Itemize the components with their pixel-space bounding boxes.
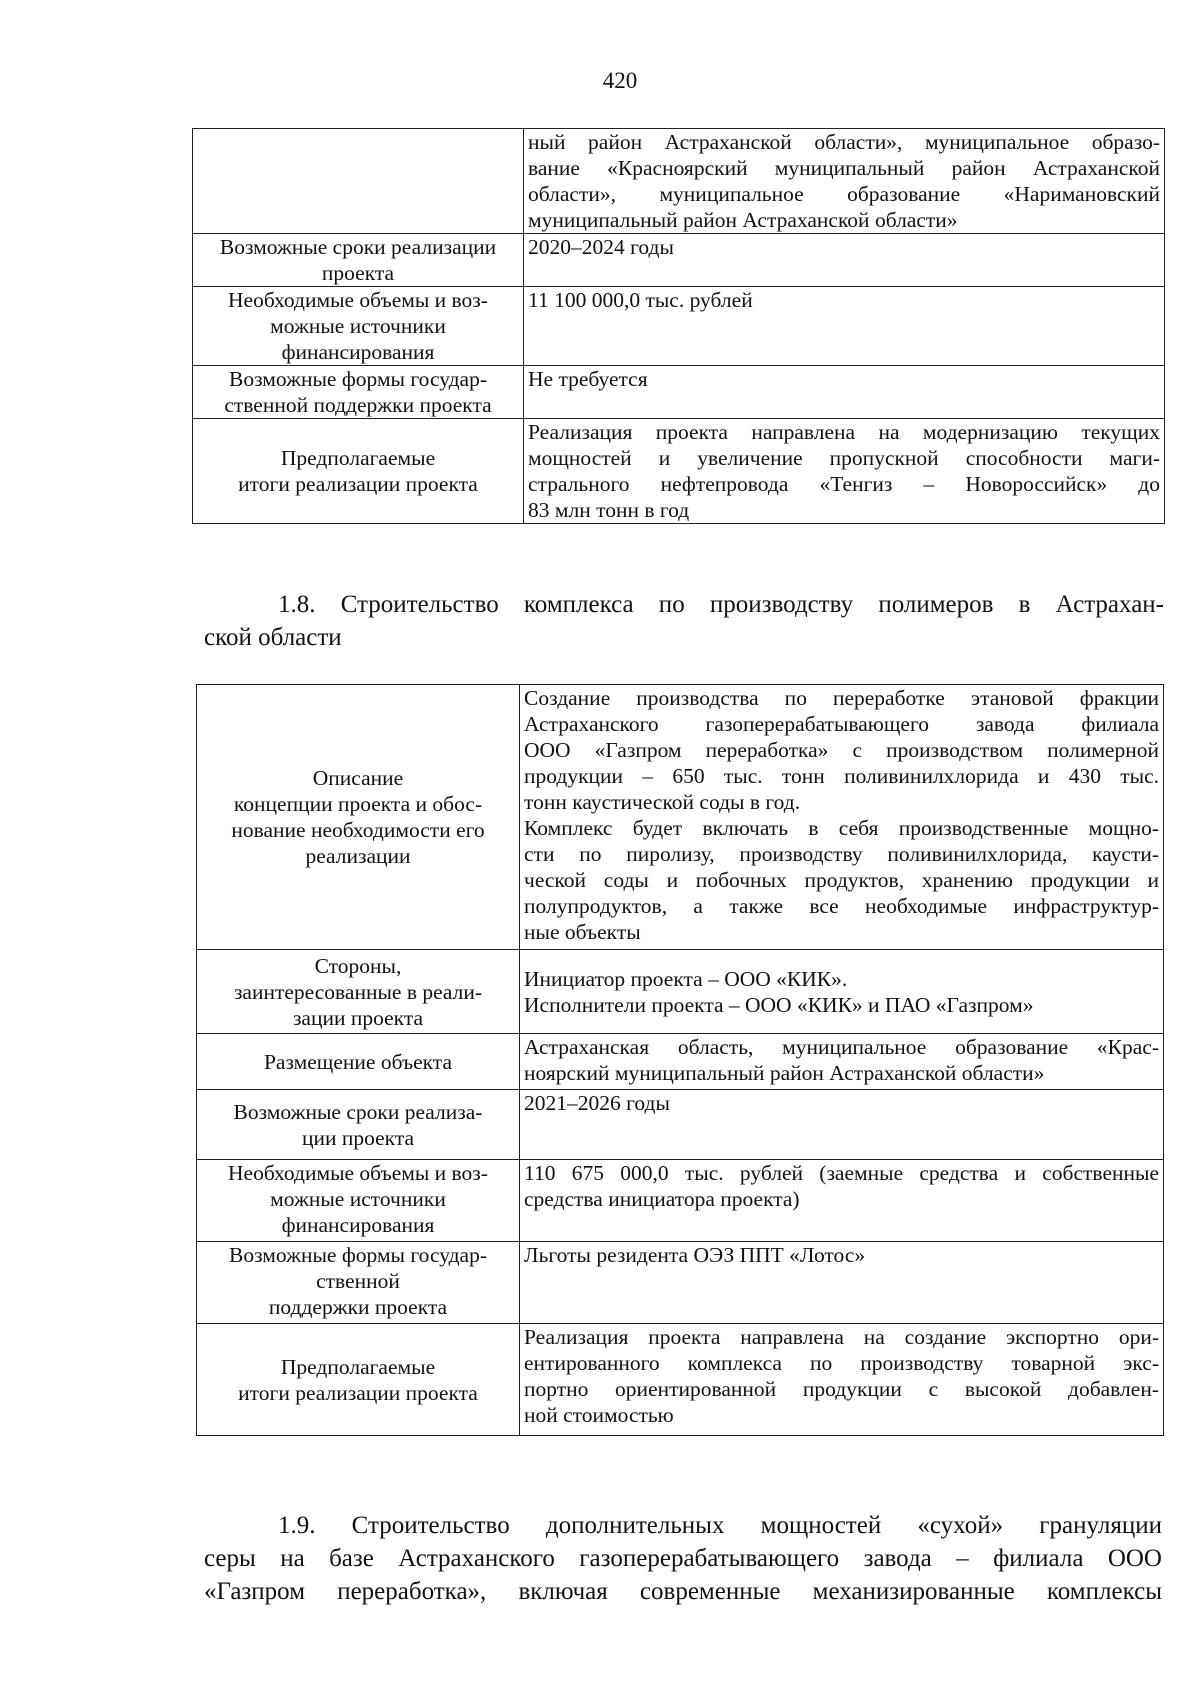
text-line: ный район Астраханской области», муниципальное образо-: [528, 130, 1160, 154]
row-label: [197, 950, 520, 1034]
project-table-1-8: [196, 684, 1164, 1436]
text-line: стрального нефтепровода «Тенгиз – Новороссийск» до: [528, 472, 1160, 496]
row-label: [197, 1242, 520, 1324]
label-line: реализации: [305, 844, 411, 868]
text-line: ноярский муниципальный район Астраханской области»: [524, 1061, 1045, 1085]
text-line: Реализация проекта направлена на создание экспортно ори-: [524, 1325, 1159, 1349]
text-line: ной стоимостью: [524, 1403, 674, 1427]
heading-line: 1.8. Строительство комплекса по производству полимеров в Астрахан-: [278, 591, 1164, 618]
label-line: Предполагаемые: [280, 1354, 436, 1379]
row-value: [524, 366, 1165, 419]
heading-line: серы на базе Астраханского газоперерабатывающего завода – филиала ООО: [204, 1545, 1162, 1572]
row-value: [524, 234, 1165, 287]
label-line: Возможные сроки реализа-: [233, 1099, 483, 1124]
table-row: [193, 419, 1165, 524]
row-value: [520, 1324, 1164, 1436]
label-line: зации проекта: [292, 1005, 424, 1030]
row-label: [193, 419, 524, 524]
label-line: Возможные формы государ-: [229, 367, 487, 391]
text-line: Реализация проекта направлена на модернизацию текущих: [528, 420, 1160, 444]
text-line: Исполнители проекта – ООО «КИК» и ПАО «Газпром»: [524, 992, 1034, 1017]
row-value: [520, 685, 1164, 950]
label-line: проекта: [321, 261, 395, 285]
text-line: ные объекты: [524, 920, 641, 944]
label-line: нование необходимости его: [231, 818, 485, 842]
project-table-continued: [192, 128, 1165, 524]
table-row: [197, 1034, 1164, 1090]
table-row: [197, 1090, 1164, 1160]
table-row: [193, 366, 1165, 419]
row-label: [197, 1090, 520, 1160]
label-line: итоги реализации проекта: [238, 472, 478, 496]
text-line: 110 675 000,0 тыс. рублей (заемные средства и собственные: [524, 1161, 1159, 1185]
label-line: Необходимые объемы и воз-: [228, 288, 488, 312]
row-value: [520, 1034, 1164, 1090]
label-line: поддержки проекта: [268, 1295, 448, 1319]
text-line: 2020–2024 годы: [528, 235, 674, 259]
text-line: мощностей и увеличение пропускной способности маги-: [528, 446, 1160, 470]
row-value: [520, 1160, 1164, 1242]
table-row: [197, 1160, 1164, 1242]
text-line: 2021–2026 годы: [524, 1091, 670, 1115]
heading-line: «Газпром переработка», включая современные механизированные комплексы: [204, 1578, 1162, 1605]
text-line: продукции – 650 тыс. тонн поливинилхлорида и 430 тыс.: [524, 764, 1159, 788]
label-line: ции проекта: [301, 1125, 415, 1150]
section-heading-1-8: [204, 588, 1164, 654]
text-line: ческой соды и побочных продуктов, хранению продукции и: [524, 868, 1159, 892]
text-line: сти по пиролизу, производству поливинилхлорида, каусти-: [524, 842, 1159, 866]
row-value: [524, 419, 1165, 524]
text-line: ентированного комплекса по производству товарной экс-: [524, 1351, 1159, 1375]
text-line: 11 100 000,0 тыс. рублей: [528, 288, 753, 312]
label-line: Возможные формы государ-: [229, 1243, 487, 1267]
row-label: [193, 234, 524, 287]
text-line: тонн каустической соды в год.: [524, 790, 801, 814]
heading-line: 1.9. Строительство дополнительных мощностей «сухой» грануляции: [278, 1512, 1162, 1539]
text-line: портно ориентированной продукции с высокой добавлен-: [524, 1377, 1159, 1401]
text-line: области», муниципальное образование «Наримановский: [528, 182, 1160, 206]
label-line: Размещение объекта: [263, 1049, 453, 1074]
label-line: ственной поддержки проекта: [224, 393, 492, 417]
row-value: [520, 950, 1164, 1034]
label-line: финансирования: [281, 1213, 435, 1237]
table-row: [193, 234, 1165, 287]
page-number: 420: [602, 68, 638, 93]
text-line: Астраханская область, муниципальное образование «Крас-: [524, 1035, 1159, 1059]
label-line: Необходимые объемы и воз-: [228, 1161, 488, 1185]
label-line: можные источники: [270, 314, 446, 338]
label-line: ственной: [316, 1269, 400, 1293]
label-line: Возможные сроки реализации: [219, 235, 497, 259]
text-line: Льготы резидента ОЭЗ ППТ «Лотос»: [524, 1243, 866, 1267]
text-line: 83 млн тонн в год: [528, 498, 690, 522]
row-label: [193, 129, 524, 234]
row-label: [197, 1160, 520, 1242]
text-line: Инициатор проекта – ООО «КИК».: [524, 966, 848, 991]
row-value: [524, 129, 1165, 234]
row-label: [193, 366, 524, 419]
label-line: Предполагаемые: [280, 446, 436, 470]
label-line: финансирования: [281, 340, 435, 364]
row-label: [197, 1324, 520, 1436]
table-row: [193, 129, 1165, 234]
label-line: заинтересованные в реали-: [233, 979, 483, 1004]
text-line: Комплекс будет включать в себя производственные мощно-: [524, 816, 1159, 840]
table-row: [197, 1242, 1164, 1324]
table-row: [197, 685, 1164, 950]
table-row: [197, 1324, 1164, 1436]
row-value: [524, 287, 1165, 366]
table-row: [193, 287, 1165, 366]
label-line: итоги реализации проекта: [238, 1380, 478, 1405]
text-line: Астраханского газоперерабатывающего завода филиала: [524, 712, 1159, 736]
label-line: Описание: [312, 766, 404, 790]
text-line: Создание производства по переработке этановой фракции: [524, 686, 1159, 710]
row-label: [197, 685, 520, 950]
label-line: концепции проекта и обос-: [233, 792, 483, 816]
text-line: ООО «Газпром переработка» с производством полимерной: [524, 738, 1159, 762]
table-row: [197, 950, 1164, 1034]
row-value: [520, 1090, 1164, 1160]
text-line: муниципальный район Астраханской области»: [528, 208, 958, 232]
row-value: [520, 1242, 1164, 1324]
text-line: Не требуется: [528, 367, 648, 391]
label-line: можные источники: [270, 1187, 446, 1211]
heading-line: ской области: [204, 624, 342, 651]
label-line: Стороны,: [314, 953, 402, 978]
text-line: средства инициатора проекта): [524, 1187, 800, 1211]
text-line: вание «Красноярский муниципальный район Астраханской: [528, 156, 1160, 180]
row-label: [197, 1034, 520, 1090]
row-label: [193, 287, 524, 366]
section-heading-1-9: [204, 1509, 1162, 1608]
text-line: полупродуктов, а также все необходимые инфраструктур-: [524, 894, 1159, 918]
